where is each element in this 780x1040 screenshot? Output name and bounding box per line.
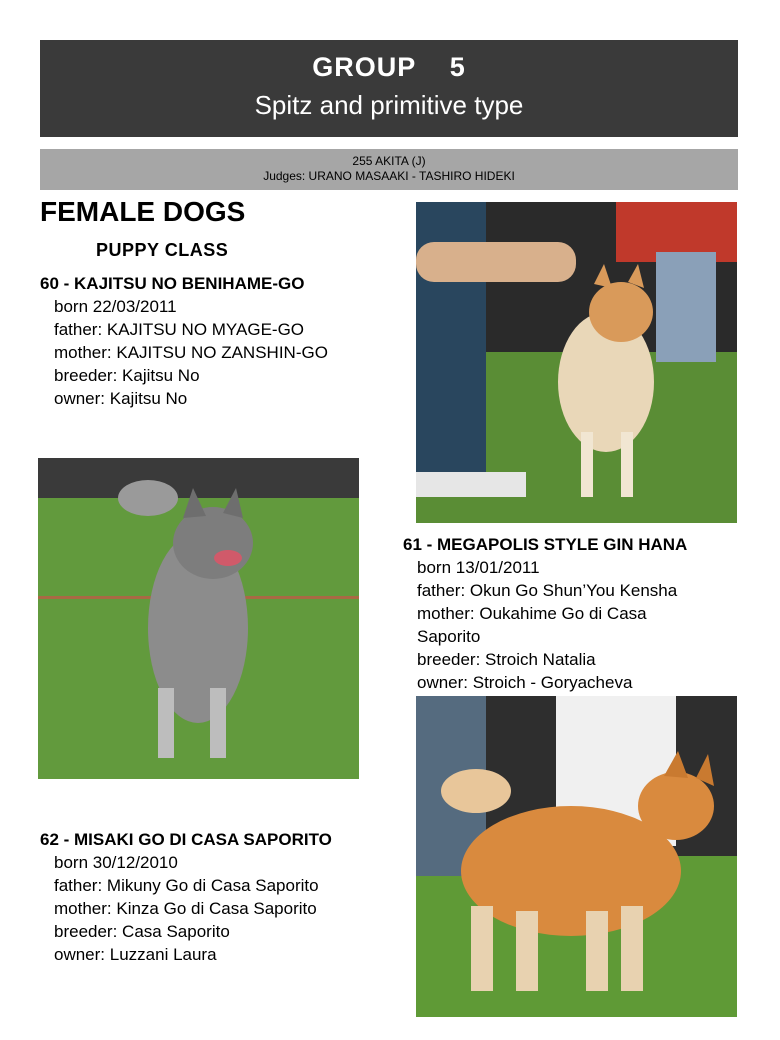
dog-photo-62	[416, 696, 737, 1017]
entry-mother-cont: Saporito	[417, 627, 481, 646]
entry-father: father: Okun Go Shun’You Kensha	[417, 581, 678, 600]
entry-heading: 61 - MEGAPOLIS STYLE GIN HANA	[403, 535, 688, 554]
dog-photo-60	[416, 202, 737, 523]
entry-father: father: Mikuny Go di Casa Saporito	[54, 876, 319, 895]
entry-born: born 30/12/2010	[54, 853, 178, 872]
entry-62	[40, 828, 332, 966]
breed-bar	[40, 149, 738, 190]
entry-mother: mother: Oukahime Go di Casa	[417, 604, 647, 623]
dog-photo-illustration	[416, 202, 737, 523]
entry-mother: mother: KAJITSU NO ZANSHIN-GO	[54, 343, 328, 362]
entry-heading: 60 - KAJITSU NO BENIHAME-GO	[40, 274, 305, 293]
entry-born: born 22/03/2011	[54, 297, 177, 316]
entry-owner: owner: Stroich - Goryacheva	[417, 673, 633, 692]
dog-photo-illustration	[38, 458, 359, 779]
group-banner	[40, 40, 738, 137]
entry-breeder: breeder: Stroich Natalia	[417, 650, 596, 669]
dog-photo-61	[38, 458, 359, 779]
group-subtitle: Spitz and primitive type	[254, 90, 524, 120]
entry-owner: owner: Luzzani Laura	[54, 945, 217, 964]
entry-61	[403, 533, 687, 694]
entry-mother: mother: Kinza Go di Casa Saporito	[54, 899, 317, 918]
entry-breeder: breeder: Kajitsu No	[54, 366, 200, 385]
entry-father: father: KAJITSU NO MYAGE-GO	[54, 320, 305, 339]
entry-owner: owner: Kajitsu No	[54, 389, 188, 408]
section-title: FEMALE DOGS	[40, 196, 246, 227]
breed-name: 255 AKITA (J)	[352, 154, 426, 168]
judges-line: Judges: URANO MASAAKI - TASHIRO HIDEKI	[263, 169, 515, 183]
class-title: PUPPY CLASS	[96, 240, 229, 260]
entry-breeder: breeder: Casa Saporito	[54, 922, 230, 941]
entry-60	[40, 272, 328, 410]
entry-heading: 62 - MISAKI GO DI CASA SAPORITO	[40, 830, 332, 849]
group-title: GROUP 5	[312, 52, 466, 82]
entry-born: born 13/01/2011	[417, 558, 540, 577]
dog-photo-illustration	[416, 696, 737, 1017]
